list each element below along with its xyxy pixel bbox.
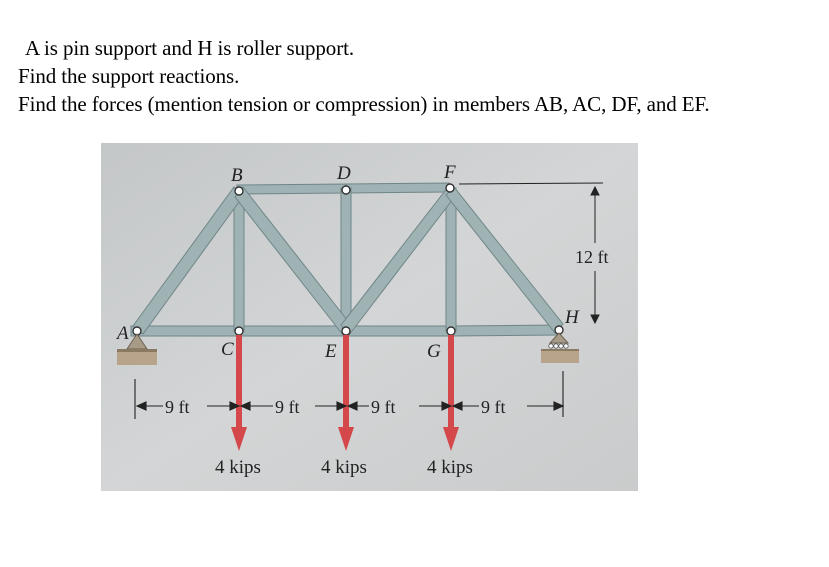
member-eg xyxy=(346,326,451,336)
problem-line-3: Find the forces (mention tension or compression) in members AB, AC, DF, and EF. xyxy=(18,92,710,116)
problem-line-1: A is pin support and H is roller support. xyxy=(25,36,354,60)
member-df xyxy=(346,183,449,193)
span-label-eg: 9 ft xyxy=(371,397,396,417)
load-label-c: 4 kips xyxy=(215,457,261,478)
problem-line-2: Find the support reactions. xyxy=(18,64,240,88)
member-de xyxy=(341,188,351,331)
span-label-ac: 9 ft xyxy=(165,397,190,417)
pin-g xyxy=(447,327,455,335)
height-label: 12 ft xyxy=(575,247,609,267)
pin-c xyxy=(235,327,243,335)
node-label-g: G xyxy=(427,341,441,362)
member-bc xyxy=(234,190,244,331)
pin-b xyxy=(235,187,243,195)
member-bd xyxy=(237,184,346,194)
node-label-a: A xyxy=(117,323,129,344)
member-fg xyxy=(446,188,456,331)
load-label-g: 4 kips xyxy=(427,457,473,478)
load-label-e: 4 kips xyxy=(321,457,367,478)
node-label-e: E xyxy=(325,341,337,362)
pin-f xyxy=(446,184,454,192)
node-label-d: D xyxy=(337,163,351,184)
span-label-ce: 9 ft xyxy=(275,397,300,417)
node-label-h: H xyxy=(565,307,579,328)
truss-diagram xyxy=(101,143,638,491)
pin-e xyxy=(342,327,350,335)
span-label-gh: 9 ft xyxy=(481,397,506,417)
member-ce xyxy=(239,326,346,336)
node-label-c: C xyxy=(221,339,234,360)
node-label-f: F xyxy=(444,162,456,183)
member-gh xyxy=(451,325,559,336)
node-label-b: B xyxy=(231,165,243,186)
pin-d xyxy=(342,186,350,194)
